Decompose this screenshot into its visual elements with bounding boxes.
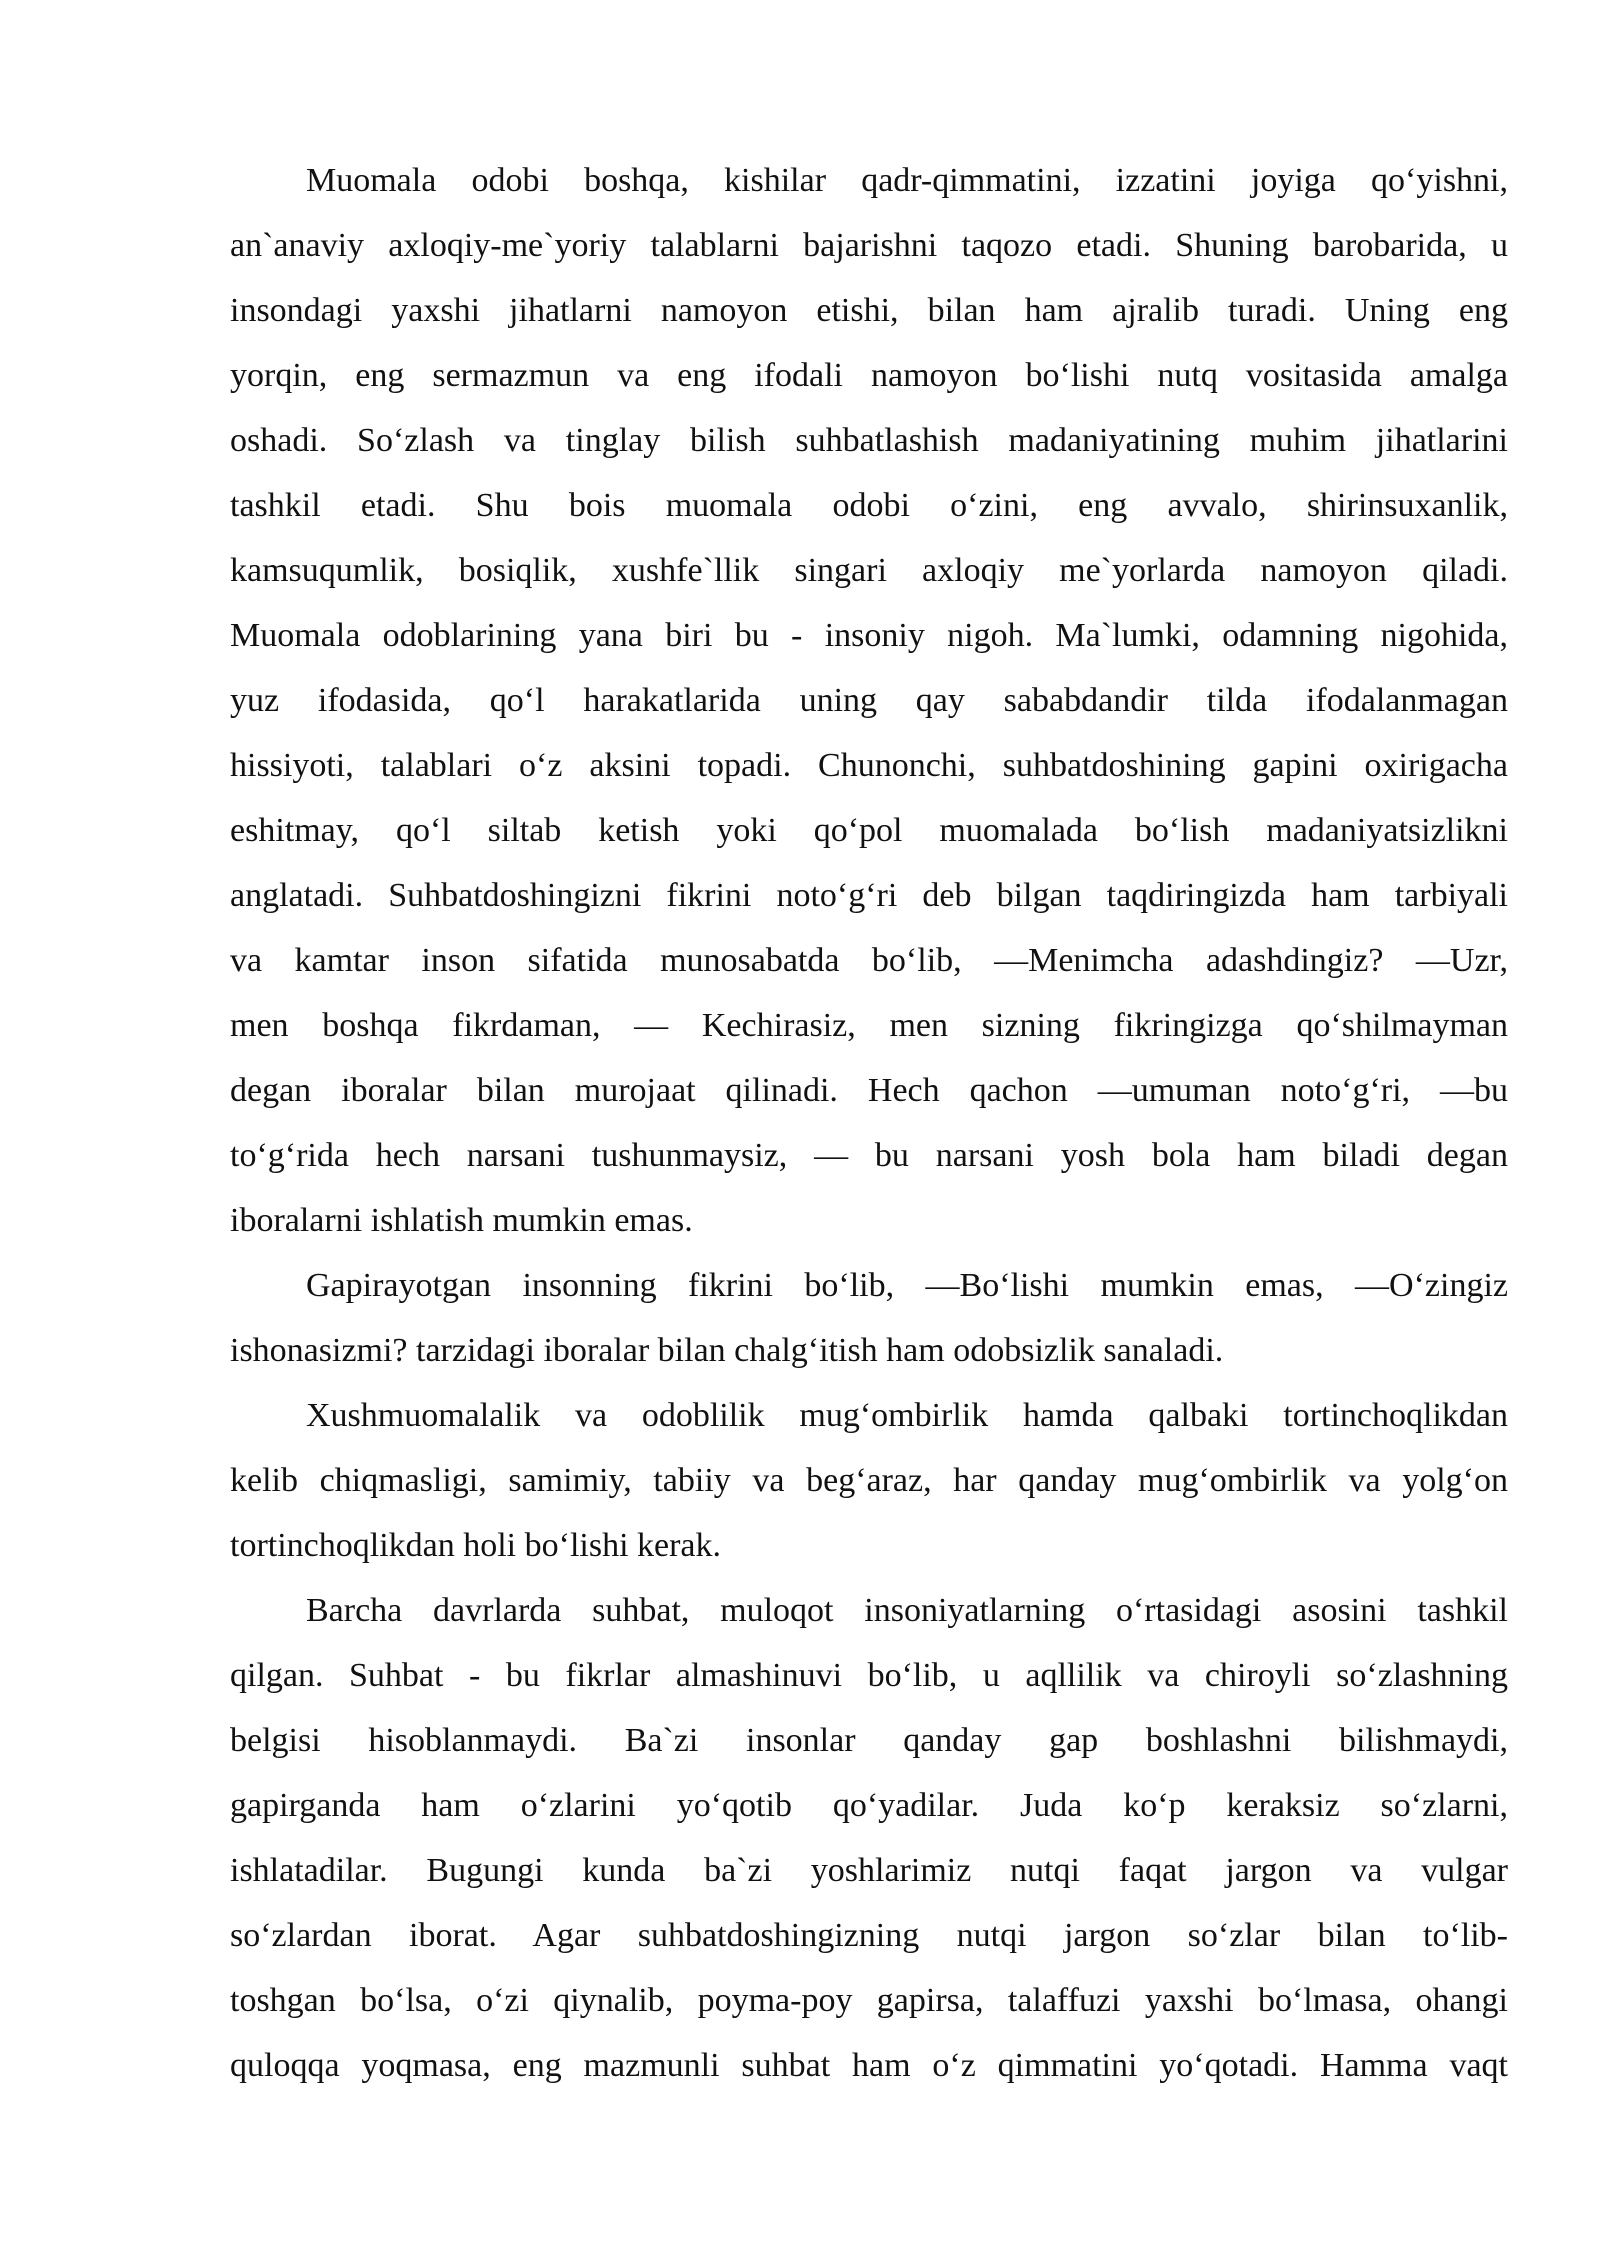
text-line: Muomala odoblarining yana biri bu - insoniy nigoh. Ma`lumki, odamning nigohida,: [230, 617, 1508, 654]
document-body: [230, 148, 1508, 2098]
text-line: so‘zlardan iborat. Agar suhbatdoshingizning nutqi jargon so‘zlar bilan to‘lib-: [230, 1917, 1508, 1954]
text-line: hissiyoti, talablari o‘z aksini topadi. Chunonchi, suhbatdoshining gapini oxirigacha: [230, 747, 1508, 784]
text-line: to‘g‘rida hech narsani tushunmaysiz, ― bu narsani yosh bola ham biladi degan: [230, 1137, 1508, 1174]
text-line: qilgan. Suhbat - bu fikrlar almashinuvi bo‘lib, u aqllilik va chiroyli so‘zlashning: [230, 1657, 1508, 1694]
text-line: ishlatadilar. Bugungi kunda ba`zi yoshlarimiz nutqi faqat jargon va vulgar: [230, 1852, 1508, 1889]
text-line: va kamtar inson sifatida munosabatda bo‘lib, ―Menimcha adashdingiz? ―Uzr,: [230, 942, 1508, 979]
text-line: eshitmay, qo‘l siltab ketish yoki qo‘pol muomalada bo‘lish madaniyatsizlikni: [230, 812, 1508, 849]
paragraph-1: [230, 148, 1508, 1253]
text-line: iboralarni ishlatish mumkin emas.: [230, 1202, 693, 1239]
text-line: Xushmuomalalik va odoblilik mug‘ombirlik hamda qalbaki tortinchoqlikdan: [306, 1397, 1508, 1434]
text-line: Muomala odobi boshqa, kishilar qadr-qimmatini, izzatini joyiga qo‘yishni,: [306, 162, 1508, 199]
text-line: yuz ifodasida, qo‘l harakatlarida uning qay sababdandir tilda ifodalanmagan: [230, 682, 1508, 719]
text-line: degan iboralar bilan murojaat qilinadi. Hech qachon ―umuman noto‘g‘ri, ―bu: [230, 1072, 1508, 1109]
text-line: belgisi hisoblanmaydi. Ba`zi insonlar qanday gap boshlashni bilishmaydi,: [230, 1722, 1508, 1759]
text-line: kelib chiqmasligi, samimiy, tabiiy va beg‘araz, har qanday mug‘ombirlik va yolg‘on: [230, 1462, 1508, 1499]
text-line: yorqin, eng sermazmun va eng ifodali namoyon bo‘lishi nutq vositasida amalga: [230, 357, 1508, 394]
text-line: Barcha davrlarda suhbat, muloqot insoniyatlarning o‘rtasidagi asosini tashkil: [306, 1592, 1508, 1629]
text-line: Gapirayotgan insonning fikrini bo‘lib, ―Bo‘lishi mumkin emas, ―O‘zingiz: [306, 1267, 1508, 1304]
text-line: anglatadi. Suhbatdoshingizni fikrini noto‘g‘ri deb bilgan taqdiringizda ham tarbiyali: [230, 877, 1508, 914]
text-line: quloqqa yoqmasa, eng mazmunli suhbat ham o‘z qimmatini yo‘qotadi. Hamma vaqt: [230, 2047, 1508, 2084]
text-line: oshadi. So‘zlash va tinglay bilish suhbatlashish madaniyatining muhim jihatlarini: [230, 422, 1508, 459]
paragraph-4: [230, 1578, 1508, 2098]
text-line: insondagi yaxshi jihatlarni namoyon etishi, bilan ham ajralib turadi. Uning eng: [230, 292, 1508, 329]
paragraph-2: [230, 1253, 1508, 1383]
text-line: tortinchoqlikdan holi bo‘lishi kerak.: [230, 1527, 722, 1564]
text-line: gapirganda ham o‘zlarini yo‘qotib qo‘yadilar. Juda ko‘p keraksiz so‘zlarni,: [230, 1787, 1508, 1824]
text-line: ishonasizmi? tarzidagi iboralar bilan chalg‘itish ham odobsizlik sanaladi.: [230, 1332, 1224, 1369]
text-line: an`anaviy axloqiy-me`yoriy talablarni bajarishni taqozo etadi. Shuning barobarida, u: [230, 227, 1508, 264]
text-line: men boshqa fikrdaman, ― Kechirasiz, men sizning fikringizga qo‘shilmayman: [230, 1007, 1508, 1044]
text-line: toshgan bo‘lsa, o‘zi qiynalib, poyma-poy gapirsa, talaffuzi yaxshi bo‘lmasa, ohangi: [230, 1982, 1508, 2019]
text-line: kamsuqumlik, bosiqlik, xushfe`llik singari axloqiy me`yorlarda namoyon qiladi.: [230, 552, 1508, 589]
text-line: tashkil etadi. Shu bois muomala odobi o‘zini, eng avvalo, shirinsuxanlik,: [230, 487, 1508, 524]
paragraph-3: [230, 1383, 1508, 1578]
